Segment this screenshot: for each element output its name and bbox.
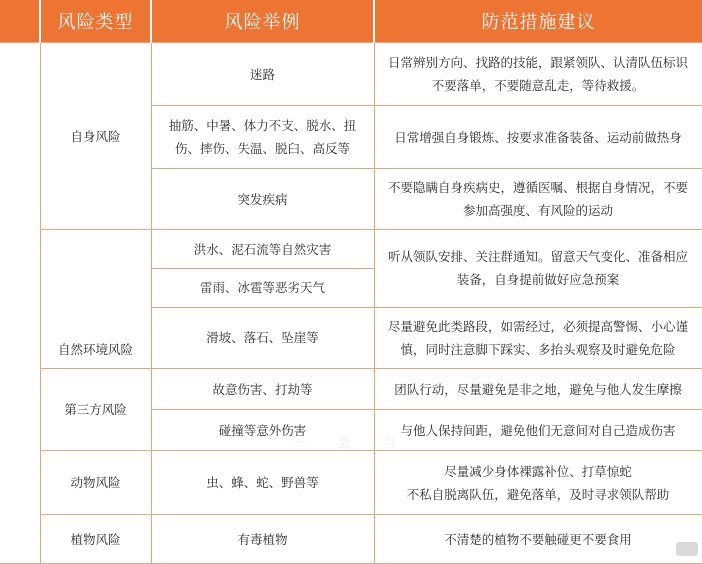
risk-advice: 团队行动，尽量避免是非之地，避免与他人发生摩擦	[374, 369, 702, 410]
table-row	[0, 515, 702, 564]
table-row	[0, 451, 702, 515]
risk-example: 虫、蜂、蛇、野兽等	[151, 451, 374, 515]
risk-example: 洪水、泥石流等自然灾害	[151, 230, 374, 269]
background-watermark: 一 会 当	[292, 436, 410, 451]
table-row	[0, 369, 702, 410]
table-row	[0, 230, 702, 269]
risk-type-plant: 植物风险	[40, 515, 151, 564]
risk-example: 突发疾病	[151, 169, 374, 230]
table-row	[0, 43, 702, 106]
risk-example: 滑坡、落石、坠崖等	[151, 307, 374, 368]
corner-watermark-badge	[676, 542, 698, 556]
risk-example: 有毒植物	[151, 515, 374, 564]
risk-example: 碰撞等意外伤害	[151, 410, 374, 451]
risk-example: 抽筋、中暑、体力不支、脱水、扭伤、摔伤、失温、脱臼、高反等	[151, 106, 374, 169]
risk-advice: 不要隐瞒自身疾病史，遵循医嘱、根据自身情况，不要参加高强度、有风险的运动	[374, 169, 702, 230]
risk-example: 迷路	[151, 43, 374, 106]
risk-advice: 不清楚的植物不要触碰更不要食用	[374, 515, 702, 564]
risk-example: 故意伤害、打劫等	[151, 369, 374, 410]
risk-type-animal: 动物风险	[40, 451, 151, 515]
risk-type-environment: 自然环境风险	[40, 230, 151, 369]
header-row	[0, 0, 702, 43]
risk-advice: 日常增强自身锻炼、按要求准备装备、运动前做热身	[374, 106, 702, 169]
header-risk-type: 风险类型	[40, 0, 151, 43]
risk-type-self: 自身风险	[40, 43, 151, 230]
risk-type-third-party: 第三方风险	[40, 369, 151, 451]
header-risk-example: 风险举例	[151, 0, 374, 43]
risk-example: 雷雨、冰雹等恶劣天气	[151, 269, 374, 307]
risk-advice: 尽量减少身体裸露补位、打草惊蛇 不私自脱离队伍，避免落单，及时寻求领队帮助	[374, 451, 702, 515]
risk-advice: 日常辨别方向、找路的技能，跟紧领队、认清队伍标识不要落单，不要随意乱走，等待救援。	[374, 43, 702, 106]
risk-advice: 与他人保持间距，避免他们无意间对自己造成伤害	[374, 410, 702, 451]
header-advice: 防范措施建议	[374, 0, 702, 43]
risk-advice: 听从领队安排、关注群通知。留意天气变化、准备相应装备，自身提前做好应急预案	[374, 230, 702, 308]
header-corner	[0, 0, 40, 43]
risk-advice: 尽量避免此类路段，如需经过，必须提高警惕、小心谨慎，同时注意脚下踩实、多抬头观察及时避免危险	[374, 307, 702, 368]
left-gutter	[0, 43, 40, 564]
